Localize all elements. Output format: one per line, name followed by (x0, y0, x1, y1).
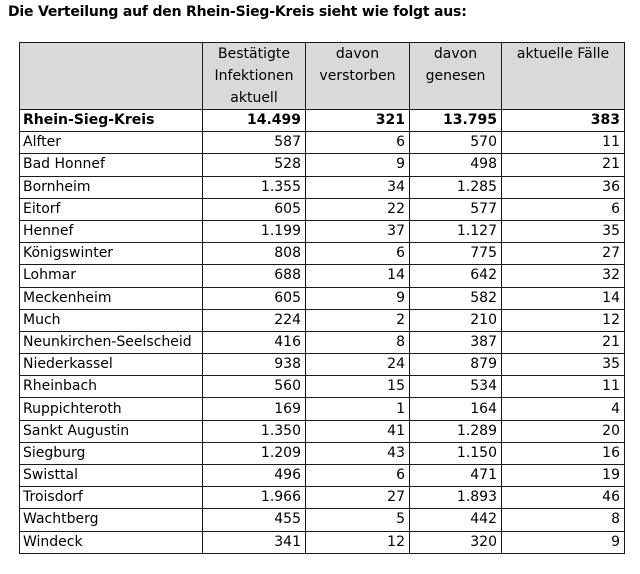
table-row (20, 487, 625, 509)
cell-verstorben: 8 (306, 331, 410, 353)
cell-genesen: 320 (410, 531, 502, 553)
cell-infektionen: 1.966 (203, 487, 306, 509)
cell-name: Wachtberg (20, 509, 203, 531)
table-row (20, 198, 625, 220)
header-genesen (410, 43, 502, 110)
cell-genesen: 775 (410, 243, 502, 265)
cell-name: Meckenheim (20, 287, 203, 309)
table-row (20, 331, 625, 353)
total-name: Rhein-Sieg-Kreis (20, 110, 203, 132)
cell-name: Alfter (20, 132, 203, 154)
cell-name: Swisttal (20, 465, 203, 487)
header-text: genesen (425, 68, 486, 84)
header-blank (20, 43, 203, 110)
table-header (20, 43, 625, 110)
cell-aktuell: 6 (502, 198, 625, 220)
cell-name: Eitorf (20, 198, 203, 220)
cell-aktuell: 11 (502, 376, 625, 398)
cell-verstorben: 12 (306, 531, 410, 553)
cell-name: Sankt Augustin (20, 420, 203, 442)
cell-verstorben: 2 (306, 309, 410, 331)
cell-infektionen: 1.350 (203, 420, 306, 442)
table-row (20, 531, 625, 553)
page-heading: Die Verteilung auf den Rhein-Sieg-Kreis sieht wie folgt aus: (8, 4, 467, 20)
cell-genesen: 210 (410, 309, 502, 331)
cell-infektionen: 455 (203, 509, 306, 531)
total-verstorben: 321 (306, 110, 410, 132)
cell-genesen: 1.285 (410, 176, 502, 198)
cell-infektionen: 169 (203, 398, 306, 420)
cell-genesen: 471 (410, 465, 502, 487)
cell-aktuell: 8 (502, 509, 625, 531)
cell-verstorben: 43 (306, 442, 410, 464)
cell-aktuell: 36 (502, 176, 625, 198)
cell-genesen: 582 (410, 287, 502, 309)
cell-genesen: 498 (410, 154, 502, 176)
header-text: aktuelle Fälle (516, 46, 610, 62)
total-genesen: 13.795 (410, 110, 502, 132)
header-text: Bestätigte (218, 46, 290, 62)
cell-verstorben: 5 (306, 509, 410, 531)
cell-genesen: 1.127 (410, 220, 502, 242)
cell-aktuell: 32 (502, 265, 625, 287)
cell-infektionen: 341 (203, 531, 306, 553)
table-row (20, 220, 625, 242)
cell-name: Windeck (20, 531, 203, 553)
cell-infektionen: 587 (203, 132, 306, 154)
cell-aktuell: 9 (502, 531, 625, 553)
cell-infektionen: 688 (203, 265, 306, 287)
cell-aktuell: 11 (502, 132, 625, 154)
cell-name: Niederkassel (20, 354, 203, 376)
table-row (20, 265, 625, 287)
cell-genesen: 442 (410, 509, 502, 531)
table-row (20, 287, 625, 309)
cell-aktuell: 12 (502, 309, 625, 331)
cell-verstorben: 27 (306, 487, 410, 509)
cell-infektionen: 416 (203, 331, 306, 353)
cell-genesen: 1.150 (410, 442, 502, 464)
header-text: aktuell (230, 90, 278, 106)
cell-genesen: 387 (410, 331, 502, 353)
header-infektionen (203, 43, 306, 110)
cell-infektionen: 605 (203, 198, 306, 220)
cell-genesen: 577 (410, 198, 502, 220)
table-row (20, 398, 625, 420)
header-aktuell (502, 43, 625, 110)
cell-name: Hennef (20, 220, 203, 242)
total-row (20, 110, 625, 132)
cell-verstorben: 14 (306, 265, 410, 287)
distribution-table (19, 42, 625, 554)
cell-name: Lohmar (20, 265, 203, 287)
table-row (20, 442, 625, 464)
cell-name: Ruppichteroth (20, 398, 203, 420)
total-aktuell: 383 (502, 110, 625, 132)
cell-genesen: 534 (410, 376, 502, 398)
table-body (20, 110, 625, 554)
cell-verstorben: 9 (306, 154, 410, 176)
cell-name: Neunkirchen-Seelscheid (20, 331, 203, 353)
header-verstorben (306, 43, 410, 110)
cell-infektionen: 605 (203, 287, 306, 309)
table-row (20, 420, 625, 442)
cell-aktuell: 21 (502, 154, 625, 176)
header-text: verstorben (319, 68, 396, 84)
header-text: davon (433, 46, 478, 62)
cell-infektionen: 1.355 (203, 176, 306, 198)
cell-verstorben: 41 (306, 420, 410, 442)
cell-genesen: 642 (410, 265, 502, 287)
cell-aktuell: 27 (502, 243, 625, 265)
cell-aktuell: 35 (502, 220, 625, 242)
cell-genesen: 164 (410, 398, 502, 420)
cell-verstorben: 37 (306, 220, 410, 242)
cell-aktuell: 46 (502, 487, 625, 509)
cell-name: Königswinter (20, 243, 203, 265)
cell-genesen: 1.893 (410, 487, 502, 509)
table-row (20, 309, 625, 331)
cell-aktuell: 14 (502, 287, 625, 309)
table-row (20, 176, 625, 198)
cell-verstorben: 1 (306, 398, 410, 420)
cell-name: Siegburg (20, 442, 203, 464)
cell-genesen: 879 (410, 354, 502, 376)
cell-name: Bornheim (20, 176, 203, 198)
cell-verstorben: 22 (306, 198, 410, 220)
table-row (20, 243, 625, 265)
header-text: Infektionen (214, 68, 294, 84)
cell-aktuell: 35 (502, 354, 625, 376)
cell-name: Troisdorf (20, 487, 203, 509)
cell-verstorben: 6 (306, 243, 410, 265)
table-row (20, 465, 625, 487)
table-row (20, 376, 625, 398)
cell-infektionen: 224 (203, 309, 306, 331)
header-row (20, 43, 625, 110)
header-text: davon (335, 46, 380, 62)
cell-infektionen: 1.209 (203, 442, 306, 464)
cell-aktuell: 20 (502, 420, 625, 442)
table-row (20, 154, 625, 176)
cell-verstorben: 34 (306, 176, 410, 198)
cell-name: Bad Honnef (20, 154, 203, 176)
cell-aktuell: 19 (502, 465, 625, 487)
cell-infektionen: 528 (203, 154, 306, 176)
cell-verstorben: 24 (306, 354, 410, 376)
cell-verstorben: 6 (306, 132, 410, 154)
table-row (20, 132, 625, 154)
cell-aktuell: 21 (502, 331, 625, 353)
cell-verstorben: 6 (306, 465, 410, 487)
cell-name: Rheinbach (20, 376, 203, 398)
cell-aktuell: 16 (502, 442, 625, 464)
cell-aktuell: 4 (502, 398, 625, 420)
cell-genesen: 570 (410, 132, 502, 154)
cell-infektionen: 560 (203, 376, 306, 398)
table-row (20, 509, 625, 531)
cell-infektionen: 1.199 (203, 220, 306, 242)
cell-verstorben: 15 (306, 376, 410, 398)
cell-genesen: 1.289 (410, 420, 502, 442)
cell-infektionen: 938 (203, 354, 306, 376)
total-infektionen: 14.499 (203, 110, 306, 132)
cell-infektionen: 496 (203, 465, 306, 487)
cell-name: Much (20, 309, 203, 331)
table-row (20, 354, 625, 376)
cell-verstorben: 9 (306, 287, 410, 309)
cell-infektionen: 808 (203, 243, 306, 265)
